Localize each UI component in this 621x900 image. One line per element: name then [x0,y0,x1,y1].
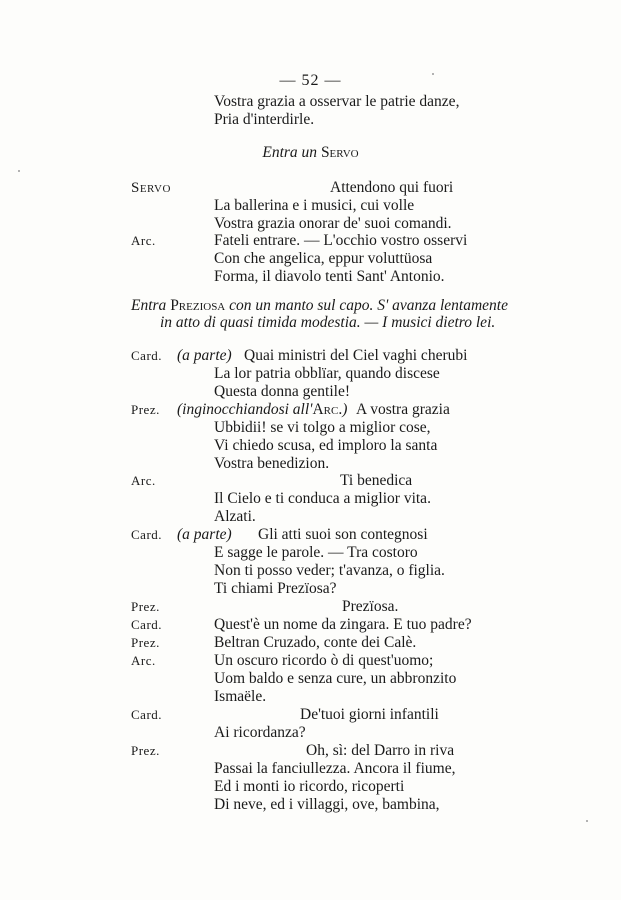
verse-line: Passai la fanciullezza. Ancora il fiume, [214,760,456,777]
stage-direction-text: Entra [131,297,167,314]
speaker-label: Card. [131,617,163,632]
character-name: Arc. [312,401,343,418]
page-number: — 52 — [279,72,342,89]
verse-line: La lor patria obblïar, quando discese [214,365,440,382]
verse-line: Di neve, ed i villaggi, ove, bambina, [214,796,440,813]
verse-line: Non ti posso veder; t'avanza, o figlia. [214,562,445,579]
verse-line: Vostra grazia onorar de' suoi comandi. [214,215,452,232]
speaker-label: Prez. [131,599,160,614]
character-name: Preziosa [170,297,226,314]
speaker-label: Card. [131,348,163,363]
verse-line: Gli atti suoi son contegnosi [258,526,428,543]
verse-line: De'tuoi giorni infantili [300,706,439,723]
speaker-label: Servo [131,180,171,196]
verse-line: Prezïosa. [342,598,399,615]
stage-direction-text: ) [342,401,348,418]
speaker-label: Arc. [131,233,156,248]
verse-line: Con che angelica, eppur voluttüosa [214,250,433,267]
paper-speck [432,73,434,75]
speaker-label: Card. [131,707,163,722]
verse-line: Ai ricordanza? [214,724,306,741]
stage-direction [0,144,621,162]
paper-speck [586,820,588,822]
verse-line: Ti chiami Prezïosa? [214,580,337,597]
stage-direction-text: (inginocchiandosi all' [177,401,313,418]
paper-speck [18,170,20,172]
verse-line: E sagge le parole. — Tra costoro [214,544,418,561]
verse-line: Fateli entrare. — L'occhio vostro osservi [214,232,468,249]
stage-direction-text: (a parte) [177,526,232,543]
verse-line: Attendono qui fuori [330,179,454,196]
speaker-label: Arc. [131,473,156,488]
verse-line: Questa donna gentile! [214,383,351,400]
stage-direction [131,297,508,315]
character-name: Servo [320,144,359,161]
verse-line: Quai ministri del Ciel vaghi cherubi [244,347,468,364]
verse-line: Oh, sì: del Darro in riva [306,742,455,759]
verse-line: Un oscuro ricordo ò di quest'uomo; [214,652,434,669]
verse-line: Quest'è un nome da zingara. E tuo padre? [214,616,472,633]
verse-line: Ismaële. [214,688,267,705]
verse-line: Forma, il diavolo tenti Sant' Antonio. [214,268,445,285]
verse-line: Pria d'interdirle. [214,111,315,128]
verse-line: Vostra grazia a osservar le patrie danze, [214,93,460,110]
speaker-label: Card. [131,527,163,542]
speaker-label: Prez. [131,635,160,650]
verse-line: Il Cielo e ti conduca a miglior vita. [214,490,431,507]
verse-line: Beltran Cruzado, conte dei Calè. [214,634,417,651]
verse-line: Vostra benedizion. [214,455,330,472]
stage-direction-text: (a parte) [177,347,232,364]
verse-line: Ed i monti io ricordo, ricoperti [214,778,405,795]
stage-direction-text: Entra un [262,144,318,161]
verse-line: Ubbidii! se vi tolgo a miglior cose, [214,419,431,436]
verse-line: Uom baldo e senza cure, un abbronzito [214,670,457,687]
speaker-label: Prez. [131,743,160,758]
verse-line: Vi chiedo scusa, ed imploro la santa [214,437,438,454]
stage-direction-text: in atto di quasi timida modestia. — I musici dietro lei. [160,314,496,331]
stage-direction [177,401,347,419]
verse-line: La ballerina e i musici, cui volle [214,197,415,214]
verse-line: A vostra grazia [356,401,450,418]
speaker-label: Arc. [131,653,156,668]
verse-line: Ti benedica [340,472,413,489]
verse-line: Alzati. [214,508,256,525]
speaker-label: Prez. [131,402,160,417]
stage-direction-text: con un manto sul capo. S' avanza lentamente [229,297,508,314]
